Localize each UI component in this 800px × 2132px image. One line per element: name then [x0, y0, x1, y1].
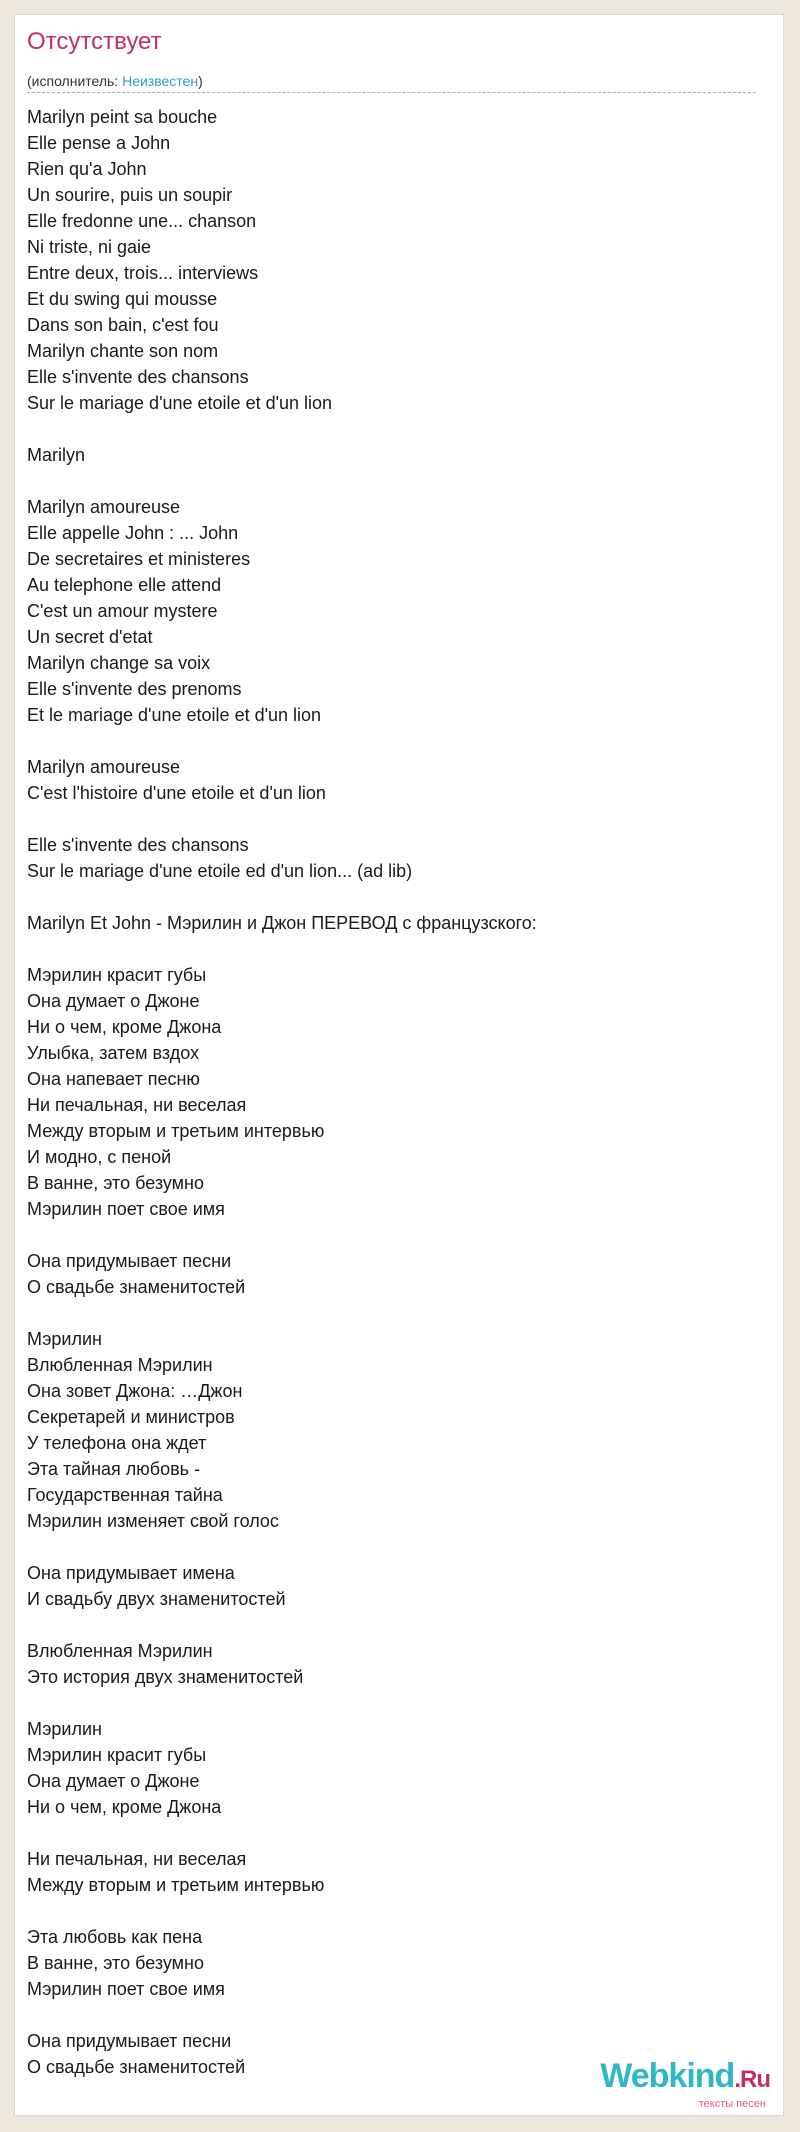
lyrics-body [27, 104, 756, 2080]
lyric-line: C'est l'histoire d'une etoile et d'un lion [27, 783, 326, 803]
lyric-line: Ни печальная, ни веселая [27, 1849, 247, 1869]
lyric-line: Государственная тайна [27, 1485, 223, 1505]
lyric-line: Она придумывает песни [27, 1251, 232, 1271]
artist-suffix: ) [198, 73, 203, 89]
lyric-line: Мэрилин [27, 1719, 102, 1739]
lyric-line: Elle s'invente des chansons [27, 835, 249, 855]
lyric-line: И свадьбу двух знаменитостей [27, 1589, 286, 1609]
logo-tld: .Ru [734, 2066, 770, 2093]
lyric-line: Elle s'invente des prenoms [27, 679, 242, 699]
lyric-line: Мэрилин красит губы [27, 965, 207, 985]
lyric-line: Это история двух знаменитостей [27, 1667, 304, 1687]
lyric-line: И модно, с пеной [27, 1147, 172, 1167]
lyric-line: Она придумывает песни [27, 2031, 232, 2051]
lyric-line: Marilyn [27, 445, 86, 465]
lyric-line: Влюбленная Мэрилин [27, 1641, 213, 1661]
lyric-line: Мэрилин изменяет свой голос [27, 1511, 279, 1531]
webkind-logo[interactable] [600, 2058, 770, 2110]
lyric-line: Marilyn change sa voix [27, 653, 211, 673]
lyric-line: Секретарей и министров [27, 1407, 235, 1427]
lyric-blank-line [27, 468, 756, 494]
lyric-blank-line [27, 1898, 756, 1924]
lyric-line: Улыбка, затем вздох [27, 1043, 200, 1063]
song-title: Отсутствует [27, 28, 162, 55]
lyric-line: Elle appelle John : ... John [27, 523, 239, 543]
lyric-line: Sur le mariage d'une etoile ed d'un lion... (ad lib) [27, 861, 413, 881]
lyric-blank-line [27, 936, 756, 962]
lyric-line: Она напевает песню [27, 1069, 200, 1089]
lyric-blank-line [27, 1612, 756, 1638]
lyric-line: Elle pense a John [27, 133, 171, 153]
lyric-line: Мэрилин поет свое имя [27, 1979, 225, 1999]
lyric-line: В ванне, это безумно [27, 1173, 205, 1193]
lyric-line: Dans son bain, c'est fou [27, 315, 219, 335]
lyric-line: Эта любовь как пена [27, 1927, 203, 1947]
lyric-blank-line [27, 1690, 756, 1716]
artist-line [27, 72, 203, 90]
lyric-line: Et le mariage d'une etoile et d'un lion [27, 705, 322, 725]
lyric-blank-line [27, 2002, 756, 2028]
lyric-line: C'est un amour mystere [27, 601, 218, 621]
lyric-line: Между вторым и третьим интервью [27, 1121, 325, 1141]
logo-wordmark [600, 2058, 770, 2098]
lyric-line: В ванне, это безумно [27, 1953, 205, 1973]
artist-link[interactable]: Неизвестен [122, 73, 199, 89]
lyric-line: Un secret d'etat [27, 627, 153, 647]
lyric-line: Marilyn peint sa bouche [27, 107, 218, 127]
lyric-line: Влюбленная Мэрилин [27, 1355, 213, 1375]
lyric-line: Ни печальная, ни веселая [27, 1095, 247, 1115]
logo-tagline: тексты песен [698, 2098, 766, 2110]
lyric-blank-line [27, 884, 756, 910]
lyric-line: Ни о чем, кроме Джона [27, 1797, 222, 1817]
logo-main-text: Webkind [600, 2057, 735, 2095]
lyric-blank-line [27, 1222, 756, 1248]
lyric-line: Ни о чем, кроме Джона [27, 1017, 222, 1037]
lyric-line: Elle fredonne une... chanson [27, 211, 257, 231]
lyric-line: Et du swing qui mousse [27, 289, 218, 309]
lyric-line: Эта тайная любовь - [27, 1459, 201, 1479]
dashed-separator [27, 92, 756, 93]
lyric-blank-line [27, 1534, 756, 1560]
lyric-line: Elle s'invente des chansons [27, 367, 249, 387]
lyric-line: Marilyn Et John - Мэрилин и Джон ПЕРЕВОД с французского: [27, 913, 537, 933]
lyric-line: Marilyn amoureuse [27, 497, 181, 517]
artist-prefix: (исполнитель: [27, 73, 123, 89]
lyric-line: Marilyn amoureuse [27, 757, 181, 777]
lyric-line: Entre deux, trois... interviews [27, 263, 259, 283]
lyric-blank-line [27, 728, 756, 754]
lyric-line: Ni triste, ni gaie [27, 237, 152, 257]
lyric-line: Она думает о Джоне [27, 1771, 200, 1791]
lyric-line: О свадьбе знаменитостей [27, 2057, 246, 2077]
lyric-blank-line [27, 416, 756, 442]
lyric-line: Un sourire, puis un soupir [27, 185, 233, 205]
lyric-line: De secretaires et ministeres [27, 549, 251, 569]
lyric-line: Она придумывает имена [27, 1563, 235, 1583]
lyric-line: Marilyn chante son nom [27, 341, 219, 361]
lyric-line: О свадьбе знаменитостей [27, 1277, 246, 1297]
lyric-line: У телефона она ждет [27, 1433, 207, 1453]
lyric-line: Мэрилин красит губы [27, 1745, 207, 1765]
lyric-line: Rien qu'a John [27, 159, 147, 179]
lyric-line: Между вторым и третьим интервью [27, 1875, 325, 1895]
lyric-line: Она думает о Джоне [27, 991, 200, 1011]
lyric-line: Мэрилин [27, 1329, 102, 1349]
lyric-blank-line [27, 1820, 756, 1846]
lyric-blank-line [27, 806, 756, 832]
lyric-blank-line [27, 1300, 756, 1326]
lyric-line: Sur le mariage d'une etoile et d'un lion [27, 393, 333, 413]
lyric-line: Она зовет Джона: …Джон [27, 1381, 243, 1401]
lyric-line: Мэрилин поет свое имя [27, 1199, 225, 1219]
lyric-line: Au telephone elle attend [27, 575, 222, 595]
